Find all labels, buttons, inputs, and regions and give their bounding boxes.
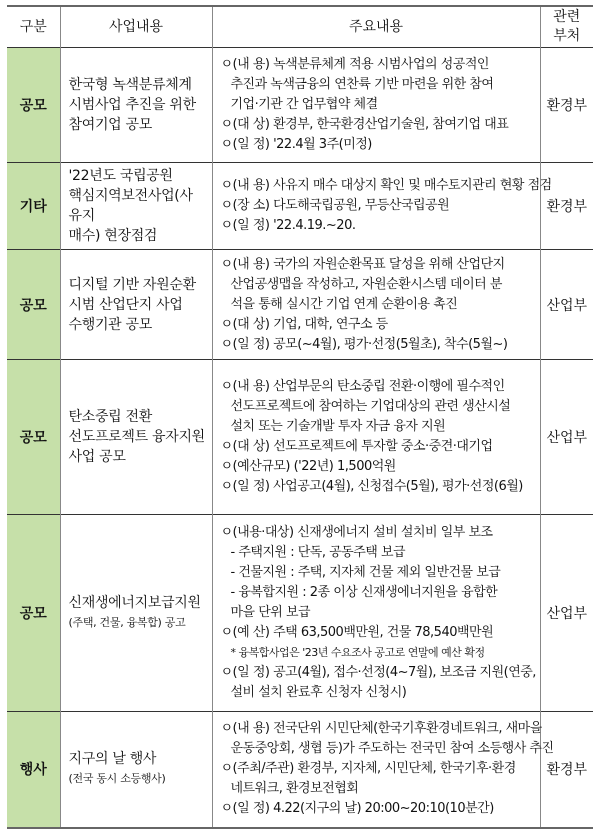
table-row [7, 48, 593, 163]
main-content-cell [212, 48, 540, 163]
content-line: ㅇ(일 정) '22.4월 3주(미정) [220, 137, 372, 152]
main-content-cell [212, 250, 540, 360]
table-row [7, 163, 593, 250]
main-content-cell [212, 360, 540, 515]
category-cell: 공모 [7, 250, 60, 360]
content-line: ㅇ(장 소) 다도해국립공원, 무등산국립공원 [220, 198, 450, 213]
business-line: 핵심지역보전사업(사유지 [68, 188, 193, 224]
department-cell: 산업부 [540, 250, 593, 360]
main-content-cell [212, 712, 554, 828]
business-line: 매수) 현장점검 [68, 228, 158, 244]
content-line: ㅇ(내 용) 산업부문의 탄소중립 전환·이행에 필수적인 [220, 379, 505, 394]
business-cell [60, 712, 212, 828]
content-line: - 주택지원 : 단독, 공동주택 보급 [230, 545, 406, 560]
business-line: '22년도 국립공원 [68, 168, 173, 184]
content-line: ㅇ(내 용) 국가의 자원순환목표 달성을 위해 산업단지 [220, 256, 505, 272]
table-row [7, 250, 593, 360]
business-line: 참여기업 공모 [68, 117, 152, 133]
department-cell: 산업부 [540, 360, 593, 515]
business-cell [60, 250, 212, 360]
header-business: 사업내용 [60, 6, 212, 48]
business-cell [60, 48, 212, 163]
category-cell: 행사 [7, 712, 60, 828]
main-content-cell [212, 163, 552, 250]
content-line: ㅇ(일 정) 4.22(지구의 날) 20:00~20:10(10분간) [220, 801, 494, 817]
table-row [7, 712, 593, 828]
business-line: 시범사업 추진을 위한 [68, 97, 196, 113]
category-cell: 공모 [7, 360, 60, 515]
business-cell [60, 515, 212, 712]
content-line: ㅇ(일 정) 공모(~4월), 평가·선정(5월초), 착수(5월~) [220, 336, 508, 352]
content-line: 설치 또는 기술개발 투자 자금 융자 지원 [230, 419, 446, 434]
department-cell: 환경부 [540, 48, 593, 163]
main-content-cell [212, 515, 540, 712]
content-line: ㅇ(내 용) 사유지 매수 대상지 확인 및 매수토지관리 현황 점검 [220, 178, 552, 193]
business-subtitle: (주택, 건물, 융복합) 공고 [68, 616, 186, 629]
business-cell [60, 360, 212, 515]
table-row [7, 360, 593, 515]
content-line: ㅇ(대 상) 환경부, 한국환경산업기술원, 참여기업 대표 [220, 117, 509, 132]
business-line: 신재생에너지보급지원 [68, 595, 201, 611]
category-cell: 공모 [7, 48, 60, 163]
content-line: ㅇ(일 정) 공고(4월), 접수·선정(4~7월), 보조금 지원(연중, [220, 665, 536, 680]
content-line: 기업·기관 간 업무협약 체결 [230, 97, 378, 112]
content-line: ㅇ(내 용) 전국단위 시민단체(한국기후환경네트워크, 새마을 [220, 721, 542, 737]
category-cell: 공모 [7, 515, 60, 712]
content-line: ㅇ(주최/주관) 환경부, 지자체, 시민단체, 한국기후·환경 [220, 761, 516, 777]
content-line: ㅇ(예 산) 주택 63,500백만원, 건물 78,540백만원 [220, 625, 494, 640]
business-line: 선도프로젝트 융자지원 [68, 429, 205, 445]
business-subtitle: (전국 동시 소등행사) [68, 772, 166, 786]
content-line: 석을 통해 실시간 기업 연계 순환이용 촉진 [230, 296, 458, 312]
business-cell [60, 163, 212, 250]
content-line: 운동중앙회, 생협 등)가 주도하는 전국민 참여 소등행사 추진 [230, 741, 554, 757]
header-row [7, 6, 593, 48]
events-table [7, 5, 593, 829]
content-line: 설비 설치 완료후 신청자 신청시) [230, 685, 407, 700]
business-line: 한국형 녹색분류체계 [68, 77, 192, 93]
department-cell: 환경부 [540, 163, 593, 250]
content-line: 네트워크, 환경보전협회 [230, 781, 359, 797]
department-cell: 환경부 [540, 712, 593, 828]
content-line: ㅇ(대 상) 선도프로젝트에 투자할 중소·중견·대기업 [220, 439, 493, 454]
content-line: 산업공생맵을 작성하고, 자원순환시스템 데이터 분 [230, 276, 502, 292]
content-line: - 융복합지원 : 2종 이상 신재생에너지원을 융합한 [230, 585, 498, 600]
table-row [7, 515, 593, 712]
content-line: - 건물지원 : 주택, 지자체 건물 제외 일반건물 보급 [230, 565, 501, 580]
content-line: ㅇ(내 용) 녹색분류체계 적용 시범사업의 성공적인 [220, 57, 489, 72]
business-line: 탄소중립 전환 [68, 409, 152, 425]
department-cell: 산업부 [540, 515, 593, 712]
content-line: ㅇ(내용·대상) 신재생에너지 설비 설치비 일부 보조 [220, 525, 493, 540]
content-line: 추진과 녹색금융의 연찬륙 기반 마련을 위한 참여 [230, 77, 494, 92]
content-line: ㅇ(대 상) 기업, 대학, 연구소 등 [220, 316, 388, 332]
content-line: 마을 단위 보급 [230, 605, 311, 620]
content-line: ㅇ(일 정) '22.4.19.~20. [220, 218, 356, 233]
header-main: 주요내용 [212, 6, 540, 48]
header-dept: 관련 부처 [540, 6, 593, 48]
header-category: 구분 [7, 6, 60, 48]
business-line: 디지털 기반 자원순환 [68, 276, 196, 293]
content-line: ㅇ(예산규모) ('22년) 1,500억원 [220, 459, 396, 474]
content-line: ㅇ(일 정) 사업공고(4월), 신청접수(5월), 평가·선정(6월) [220, 479, 523, 494]
business-line: 사업 공모 [68, 449, 126, 465]
business-line: 지구의 날 행사 [68, 751, 157, 768]
business-line: 시범 산업단지 사업 [68, 296, 183, 313]
content-line: 선도프로젝트에 참여하는 기업대상의 관련 생산시설 [230, 399, 511, 414]
business-line: 수행기관 공모 [68, 316, 152, 333]
category-cell: 기타 [7, 163, 60, 250]
content-line: * 융복합사업은 '23년 수요조사 공고로 연말에 예산 확정 [230, 646, 485, 659]
